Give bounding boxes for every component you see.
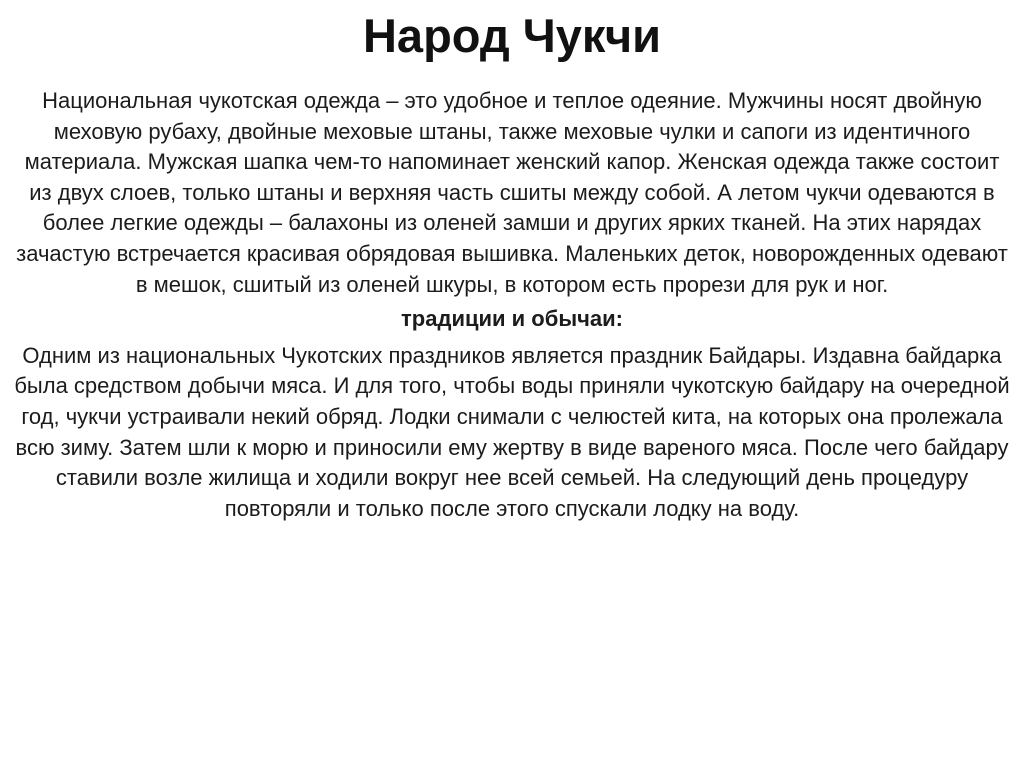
traditions-paragraph: Одним из национальных Чукотских праздников является праздник Байдары. Издавна байдарка была средством добычи мяса. И для того, чтобы воды приняли чукотскую байдару на очередной год, чукчи устраивали некий обряд. Лодки снимали с челюстей кита, на которых она пролежала всю зиму. Затем шли к морю и приносили ему жертву в виде вареного мяса. После чего байдару ставили возле жилища и ходили вокруг нее всей семьей. На следующий день процедуру повторяли и только после этого спускали лодку на воду.: [14, 342, 1010, 521]
slide-body: [12, 86, 1012, 524]
slide-title: Народ Чукчи: [362, 9, 662, 62]
clothing-paragraph: Национальная чукотская одежда – это удобное и теплое одеяние. Мужчины носят двойную меховую рубаху, двойные меховые штаны, также меховые чулки и сапоги из идентичного материала. Мужская шапка чем-то напоминает женский капор. Женская одежда также состоит из двух слоев, только штаны и верхняя часть сшиты между собой. А летом чукчи одеваются в более легкие одежды – балахоны из оленей замши и других ярких тканей. На этих нарядах зачастую встречается красивая обрядовая вышивка. Маленьких деток, новорожденных одевают в мешок, сшитый из оленей шкуры, в котором есть прорези для рук и ног.: [16, 88, 1008, 297]
traditions-subheading: традиции и обычаи:: [401, 306, 623, 332]
